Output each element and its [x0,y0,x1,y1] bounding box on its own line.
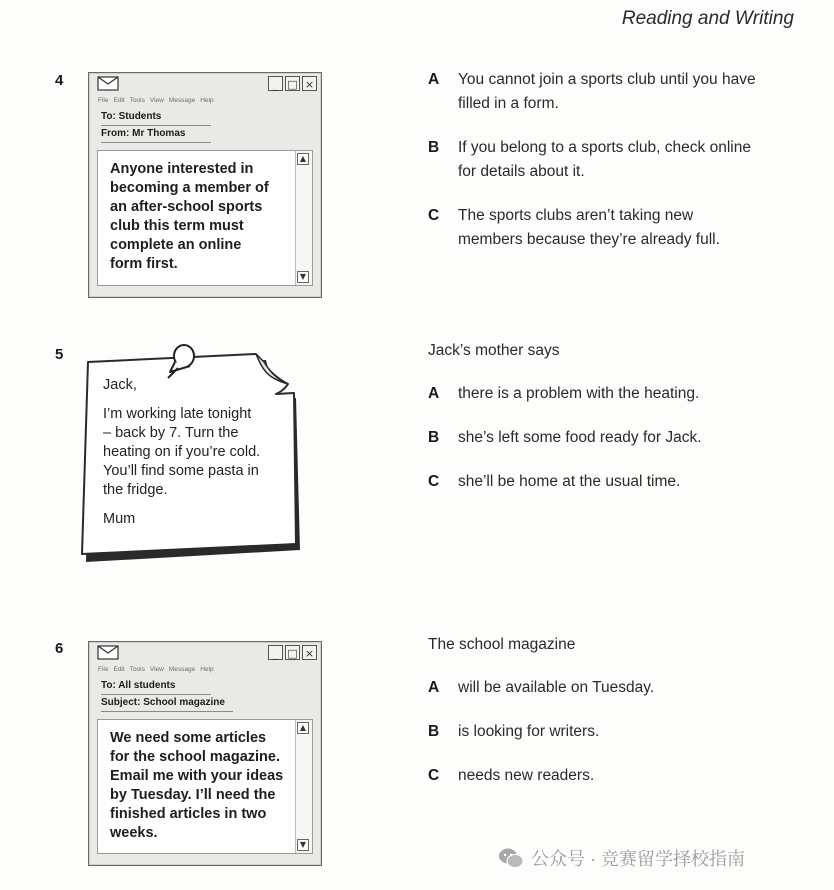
email-body-line: an after-school sports [110,199,263,215]
option-text [458,68,798,116]
email-body-line: form first. [110,256,178,272]
question-number-6: 6 [55,640,64,657]
menu-edit[interactable]: Edit [113,666,125,673]
email-window-q4 [88,72,322,298]
menu-file[interactable]: File [98,97,109,104]
option-text: she’s left some food ready for Jack. [458,429,702,446]
email-from-field: From: Mr Thomas [101,126,211,143]
note-greeting: Jack, [103,377,137,393]
email-to-field: To: All students [101,678,211,695]
option-text-line: You cannot join a sports club until you have [458,71,756,88]
pinned-note [72,338,308,573]
option-text-line: If you belong to a sports club, check online [458,139,751,156]
scrollbar[interactable] [295,720,312,853]
note-line: I’m working late tonight [103,406,252,422]
menu-view[interactable]: View [149,97,164,104]
watermark-text: 公众号 · 竞赛留学择校指南 [531,849,745,869]
scroll-down-icon[interactable]: ▼ [297,271,309,283]
options-q6 [428,636,798,788]
email-body-line: Email me with your ideas [110,768,284,784]
email-body-line: for the school magazine. [110,749,280,765]
note-text [103,376,283,529]
option-text: is looking for writers. [458,723,600,740]
minimize-button[interactable]: _ [268,645,283,660]
email-body-line: by Tuesday. I’ll need the [110,787,276,803]
option-letter: A [428,71,440,88]
option-a[interactable] [428,68,798,116]
option-b[interactable] [428,720,798,744]
menu-help[interactable]: Help [200,97,214,104]
option-c[interactable] [428,204,798,252]
option-text [458,204,798,252]
menu-message[interactable]: Message [168,666,196,673]
option-a[interactable] [428,676,798,700]
email-menubar [89,664,321,675]
note-line: – back by 7. Turn the [103,425,239,441]
envelope-icon [97,645,119,660]
email-body-line: weeks. [110,825,158,841]
option-letter: A [428,679,440,696]
scroll-up-icon[interactable]: ▲ [297,153,309,165]
note-line: the fridge. [103,482,168,498]
close-button[interactable]: × [302,645,317,660]
option-text [458,136,798,184]
email-window-q6 [88,641,322,866]
option-b[interactable] [428,136,798,184]
option-letter: B [428,723,440,740]
option-text: she’ll be home at the usual time. [458,473,681,490]
email-body-line: finished articles in two [110,806,267,822]
option-letter: C [428,473,440,490]
question-stem: Jack’s mother says [428,342,560,359]
email-to-field: To: Students [101,109,211,126]
options-q4 [428,68,798,252]
menu-help[interactable]: Help [200,666,214,673]
option-b[interactable] [428,426,798,450]
email-subject-field: Subject: School magazine [101,695,233,712]
option-text: needs new readers. [458,767,595,784]
email-body-line: We need some articles [110,730,267,746]
option-letter: C [428,767,440,784]
watermark [498,845,745,871]
email-titlebar [89,73,321,95]
question-number-4: 4 [55,72,64,89]
scrollbar[interactable] [295,151,312,285]
menu-tools[interactable]: Tools [129,666,145,673]
option-c[interactable] [428,470,798,494]
menu-view[interactable]: View [149,666,164,673]
maximize-button[interactable]: □ [285,76,300,91]
maximize-button[interactable]: □ [285,645,300,660]
options-q5 [428,342,798,494]
option-letter: B [428,429,440,446]
menu-file[interactable]: File [98,666,109,673]
scroll-down-icon[interactable]: ▼ [297,839,309,851]
email-body-line: Anyone interested in [110,161,254,177]
menu-tools[interactable]: Tools [129,97,145,104]
option-text-line: The sports clubs aren’t taking new [458,207,694,224]
scroll-up-icon[interactable]: ▲ [297,722,309,734]
email-body-line: complete an online [110,237,242,253]
email-body [97,719,313,854]
option-letter: A [428,385,440,402]
section-header: Reading and Writing [621,8,794,29]
note-line: heating on if you’re cold. [103,444,261,460]
email-body-line: club this term must [110,218,244,234]
option-text: will be available on Tuesday. [458,679,655,696]
option-text-line: for details about it. [458,163,585,180]
email-body-line: becoming a member of [110,180,269,196]
option-text-line: members because they’re already full. [458,231,720,248]
option-c[interactable] [428,764,798,788]
option-letter: C [428,207,440,224]
option-text: there is a problem with the heating. [458,385,700,402]
menu-message[interactable]: Message [168,97,196,104]
email-titlebar [89,642,321,664]
wechat-icon [498,847,524,869]
note-signoff: Mum [103,511,136,527]
note-line: You’ll find some pasta in [103,463,259,479]
email-menubar [89,95,321,106]
menu-edit[interactable]: Edit [113,97,125,104]
question-stem: The school magazine [428,636,576,653]
minimize-button[interactable]: _ [268,76,283,91]
option-a[interactable] [428,382,798,406]
option-letter: B [428,139,440,156]
envelope-icon [97,76,119,91]
option-text-line: filled in a form. [458,95,559,112]
email-body [97,150,313,286]
question-number-5: 5 [55,346,64,363]
close-button[interactable]: × [302,76,317,91]
